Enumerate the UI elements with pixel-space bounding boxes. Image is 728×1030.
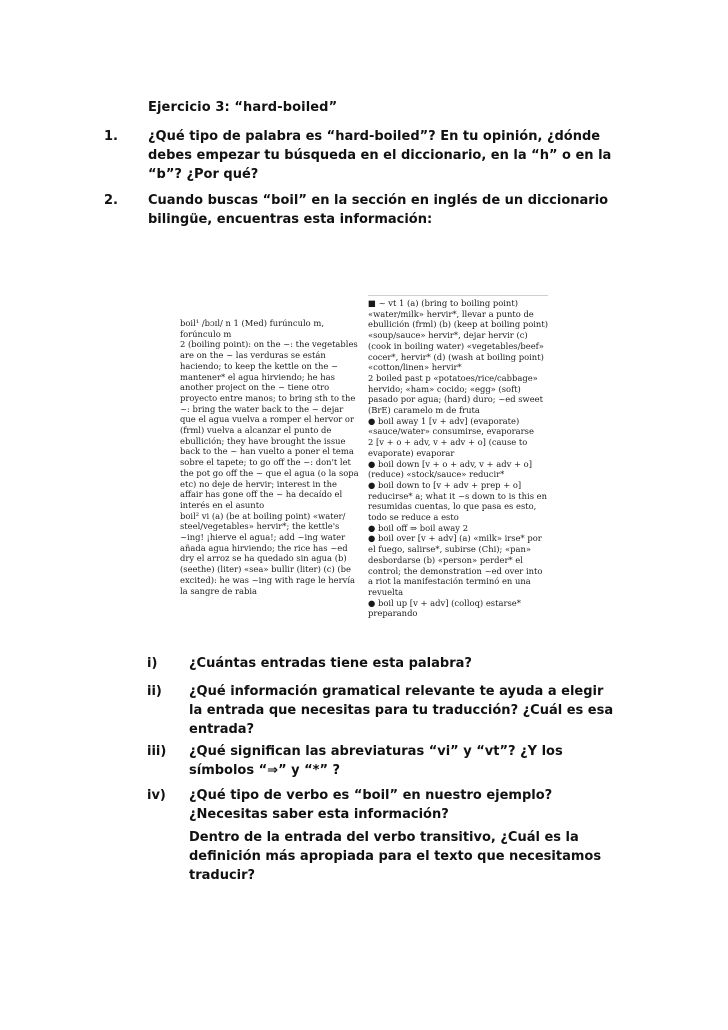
dictionary-entry: boil² vi (a) (be at boiling point) «water/ steel/vegetables» hervir*; the kettle's ~ing! ¡hierve el agua!; add ~ing water añada agua hirviendo; the rice has ~ed dry el arroz se ha quedado sin agua (b) (seethe) (liter) «sea» bullir (liter) (c) (be excited): he was ~ing with rage le hervía la sangre de rabia: [180, 510, 356, 596]
subquestion-text: ¿Qué información gramatical relevante te ayuda a elegir la entrada que necesitas para tu traducción? ¿Cuál es esa entrada?: [189, 684, 614, 737]
subquestion-iii: [147, 742, 627, 782]
subquestion-number: i): [147, 656, 158, 671]
dictionary-entry: ● boil down [v + o + adv, v + adv + o] (reduce) «stock/sauce» reducir*: [368, 458, 532, 480]
subquestion-text: ¿Qué tipo de verbo es “boil” en nuestro ejemplo? ¿Necesitas saber esta información?: [189, 788, 553, 822]
final-question-paragraph: Dentro de la entrada del verbo transitivo, ¿Cuál es la definición más apropiada para el texto que necesitamos traducir?: [189, 830, 602, 883]
subquestion-ii: [147, 682, 627, 740]
question-text: ¿Qué tipo de palabra es “hard-boiled”? En tu opinión, ¿dónde debes empezar tu búsqueda en el diccionario, en la “h” o en la “b”? ¿Por qué?: [148, 129, 612, 182]
question-text: Cuando buscas “boil” en la sección en inglés de un diccionario bilingüe, encuentras esta información:: [148, 193, 609, 227]
subquestion-i: [147, 654, 627, 674]
dictionary-entry: 2 (boiling point): on the ~: the vegetables are on the ~ las verduras se están haciendo; to keep the kettle on the ~ mantener* el agua hirviendo; he has another project on the ~ tiene otro proyecto entre manos; to bring sth to the ~: bring the water back to the ~ dejar que el agua vuelva a romper el hervor or (frml) vuelva a alcanzar el punto de ebullición; they have brought the issue back to the ~ han vuelto a poner el tema sobre el tapete; to go off the ~: don't let the pot go off the ~ que el agua (o la sopa etc) no deje de hervir; interest in the affair has gone off the ~ ha decaído el interés en el asunto: [180, 339, 359, 510]
dictionary-entry: 2 [v + o + adv, v + adv + o] (cause to evaporate) evaporar: [368, 437, 528, 458]
dictionary-right-column: [368, 298, 550, 619]
question-2: [104, 191, 624, 231]
exercise-title: Ejercicio 3: “hard-boiled”: [148, 100, 338, 115]
question-1: [104, 127, 624, 185]
dictionary-left-column: [180, 318, 360, 596]
dictionary-entry: ● boil down to [v + adv + prep + o] reducirse* a; what it ~s down to is this en resumidas cuentas, lo que pasa es esto, todo se reduce a esto: [368, 479, 548, 523]
subquestion-number: iv): [147, 788, 166, 803]
dictionary-entry: ● boil over [v + adv] (a) «milk» irse* por el fuego, salirse*, subirse (Chi); «pan» desbordarse (b) «person» perder* el control; the demonstration ~ed over into a riot la manifestación terminó en una revuelta: [368, 533, 543, 597]
dictionary-excerpt-image: [172, 290, 552, 619]
dictionary-entry: ● boil away 1 [v + adv] (evaporate) «sauce/water» consumirse, evaporarse: [368, 415, 534, 437]
dictionary-entry: 2 boiled past p «potatoes/rice/cabbage» hervido; «ham» cocido; «egg» (soft) pasado por agua; (hard) duro; ~ed sweet (BrE) caramelo m de fruta: [368, 372, 543, 416]
dictionary-entry: ● boil off ⇒ boil away 2: [368, 522, 469, 533]
subquestion-iv: [147, 786, 627, 826]
dictionary-rule: [368, 295, 548, 296]
dictionary-entry: ■ ~ vt 1 (a) (bring to boiling point) «water/milk» hervir*, llevar a punto de ebullición (frml) (b) (keep at boiling point) «soup/sauce» hervir*, dejar hervir (c) (cook in boiling water) «vegetables/beef» cocer*, hervir* (d) (wash at boiling point) «cotton/linen» hervir*: [368, 298, 548, 373]
question-number: 1.: [104, 129, 118, 144]
question-number: 2.: [104, 193, 118, 208]
subquestion-text: ¿Cuántas entradas tiene esta palabra?: [189, 656, 472, 671]
dictionary-entry: boil¹ /bɔɪl/ n 1 (Med) furúnculo m, forúnculo m: [180, 318, 324, 339]
subquestion-number: iii): [147, 744, 167, 759]
subquestion-number: ii): [147, 684, 162, 699]
subquestion-text: ¿Qué significan las abreviaturas “vi” y “vt”? ¿Y los símbolos “⇒” y “*” ?: [189, 744, 563, 778]
dictionary-entry: ● boil up [v + adv] (colloq) estarse* preparando: [368, 597, 521, 619]
